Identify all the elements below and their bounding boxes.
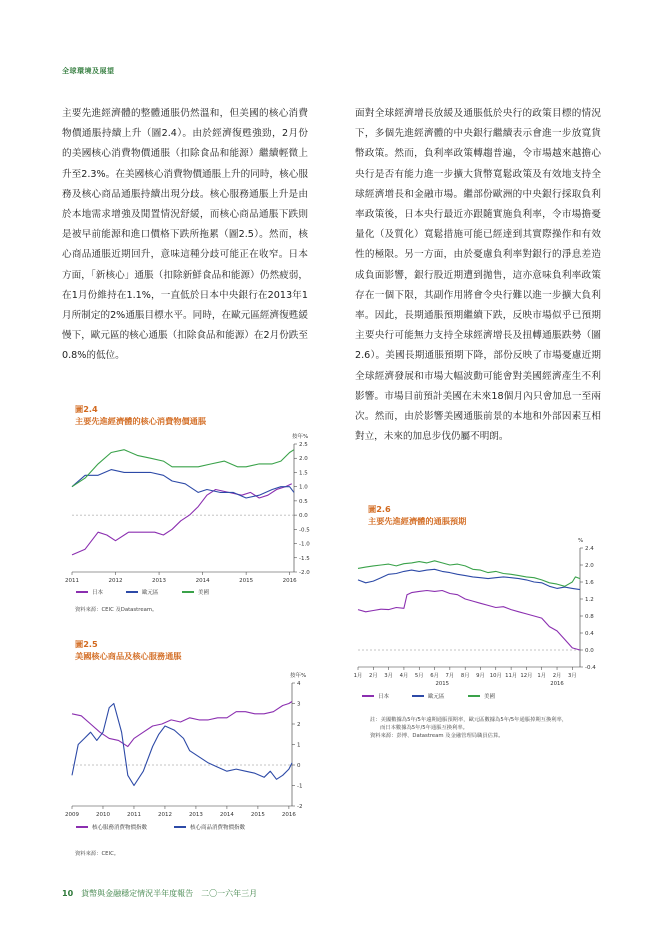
x-tick-label: 2012 (108, 578, 123, 584)
fig24-chart (62, 430, 332, 610)
fig25-number: 圖2.5 (75, 639, 98, 649)
x-tick-label: 2月 (552, 673, 562, 679)
x-tick-label: 7月 (445, 673, 455, 679)
legend-label: 日本 (378, 694, 390, 700)
legend-label: 核心商品消費物價指數 (190, 825, 246, 831)
left-paragraph: 主要先進經濟體的整體通脹仍然溫和，但美國的核心消費物價通脹持續上升（圖2.4）。由於經濟復甦強勁，2月份的美國核心消費物價通脹（扣除食品和能源）繼續輕微上升至2.3%。在美國核心消費物價通脹上升的同時，核心服務及核心商品通脹持續出現分歧。核心服務通脹上升是由於本地需求增強及閒置情況舒緩，而核心商品通脹下跌則是被早前能源和進口價格下跌所拖累（圖2.5）。然而，核心商品通脹近期回升，意味這種分歧可能正在收窄。日本方面，「新核心」通脹（扣除新鮮食品和能源）仍然疲弱，在1月份維持在1.1%，一直低於日本中央銀行在2013年1月所制定的2%通脹目標水平。同時，在歐元區經濟復甦緩慢下，歐元區的核心通脹（扣除食品和能源）在2月份跌至0.8%的低位。 (62, 108, 308, 362)
y-tick-label: 2.0 (299, 456, 308, 463)
fig26-number: 圖2.6 (368, 504, 391, 514)
series-line (358, 591, 580, 651)
fig26-note-1: 註：美國數據為5年/5年遠期通脹預期率，歐元區數據為5年/5年通脹掉期互換利率， (370, 717, 568, 723)
x-tick-label: 2月 (368, 673, 378, 679)
y-tick-label: 0 (297, 763, 301, 769)
y-tick-label: 2.0 (585, 563, 594, 569)
x-tick-label: 2015 (239, 578, 254, 584)
x-tick-label: 3月 (568, 673, 577, 679)
x-tick-label: 4月 (399, 673, 409, 679)
x-year-label: 2016 (550, 681, 564, 687)
x-tick-label: 5月 (414, 673, 424, 679)
y-tick-label: 1.5 (299, 470, 308, 477)
x-tick-label: 1月 (353, 673, 363, 679)
x-tick-label: 2014 (195, 578, 210, 584)
y-tick-label: 0.0 (585, 648, 594, 654)
x-tick-label: 10月 (489, 673, 502, 679)
section-header: 全球環境及展望 (62, 67, 115, 75)
y-unit-label: 按年% (290, 673, 307, 679)
series-line (72, 484, 292, 555)
y-unit-label: 按年% (292, 434, 309, 440)
y-tick-label: 2.5 (299, 442, 308, 448)
fig24-number: 圖2.4 (75, 404, 98, 414)
footer-text: 貨幣與金融穩定情況半年度報告 二〇一六年三月 (81, 889, 258, 898)
y-tick-label: -0.4 (585, 665, 596, 671)
series-line (72, 450, 294, 487)
legend-label: 美國 (484, 694, 496, 700)
x-tick-label: 9月 (476, 673, 485, 679)
right-column-text (355, 104, 601, 447)
fig26-title: 主要先進經濟體的通脹預期 (368, 516, 467, 526)
fig25-source: 資料來源：CEIC。 (75, 851, 120, 857)
x-tick-label: 2014 (219, 812, 234, 818)
y-tick-label: 4 (297, 681, 301, 687)
x-tick-label: 6月 (430, 673, 439, 679)
y-tick-label: 0.4 (585, 631, 594, 637)
x-year-label: 2015 (435, 681, 449, 687)
y-tick-label: -2 (297, 804, 303, 810)
legend-label: 核心服務消費物價指數 (92, 825, 148, 831)
fig25-chart (62, 665, 332, 840)
x-tick-label: 11月 (505, 673, 518, 679)
fig24-title: 主要先進經濟體的核心消費物價通脹 (75, 416, 207, 426)
y-tick-label: 2.4 (585, 546, 594, 552)
y-tick-label: -1.5 (299, 555, 310, 562)
y-tick-label: 1.2 (585, 597, 594, 603)
x-tick-label: 2015 (250, 812, 265, 818)
x-tick-label: 2013 (152, 578, 167, 584)
x-tick-label: 1月 (537, 673, 547, 679)
y-tick-label: 1.6 (585, 580, 594, 586)
y-tick-label: 1.0 (299, 484, 308, 491)
y-tick-label: 1 (297, 742, 301, 749)
page-number: 10 (62, 889, 74, 898)
series-line (72, 470, 294, 498)
y-tick-label: -1 (297, 783, 303, 790)
y-tick-label: -2.0 (299, 570, 310, 576)
legend-label: 美國 (198, 590, 210, 596)
y-tick-label: 0.0 (299, 513, 308, 520)
fig26-source: 資料來源：彭博、Datastream 及金融管理局職員估算。 (370, 733, 504, 739)
series-line (358, 569, 580, 589)
fig26-chart (350, 530, 610, 708)
y-tick-label: 0.8 (585, 614, 594, 620)
y-unit-label: % (578, 538, 584, 544)
fig24-source: 資料來源：CEIC 及Datastream。 (75, 607, 158, 613)
y-tick-label: -1.0 (299, 541, 310, 548)
x-tick-label: 2012 (157, 812, 172, 818)
fig26-note-2: 而日本數據為5年/5年通脹互換利率。 (380, 725, 468, 731)
legend-label: 歐元區 (428, 694, 445, 700)
x-tick-label: 2013 (188, 812, 203, 818)
y-tick-label: 0.5 (299, 498, 308, 505)
x-tick-label: 12月 (520, 673, 533, 679)
legend-label: 歐元區 (142, 590, 159, 596)
y-tick-label: 3 (297, 701, 301, 708)
footer (62, 888, 257, 899)
y-tick-label: -0.5 (299, 527, 310, 534)
series-line (72, 704, 292, 786)
legend-label: 日本 (92, 590, 104, 596)
x-tick-label: 2016 (282, 578, 297, 584)
right-paragraph: 面對全球經濟增長放緩及通脹低於央行的政策目標的情況下，多個先進經濟體的中央銀行繼續表示會進一步放寬貨幣政策。然而，負利率政策轉趨普遍，令市場越來越擔心央行是否有能力進一步擴大貨幣寬鬆政策及有效地支持全球經濟增長和金融市場。繼部份歐洲的中央銀行採取負利率政策後，日本央行最近亦跟隨實施負利率，令市場擔憂量化（及質化）寬鬆措施可能已經達到其實際操作和有效性的極限。另一方面，由於憂慮負利率對銀行的淨息差造成負面影響，銀行股近期遭到拋售，這亦意味負利率政策存在一個下限，其副作用將會令央行難以進一步擴大負利率。因此，長期通脹預期繼續下跌，反映市場似乎已預期主要央行可能無力支持全球經濟增長及扭轉通脹跌勢（圖2.6）。美國長期通脹預期下降，部份反映了市場憂慮近期全球經濟發展和市場大幅波動可能會對美國經濟產生不利影響。市場目前預計美國在未來18個月內只會加息一至兩次。然而，由於影響美國通脹前景的本地和外部因素互相對立，未來的加息步伐仍屬不明朗。 (355, 108, 601, 443)
fig25-title: 美國核心商品及核心服務通脹 (75, 651, 182, 661)
x-tick-label: 3月 (384, 673, 393, 679)
x-tick-label: 2016 (281, 812, 296, 818)
x-tick-label: 2009 (65, 812, 79, 818)
x-tick-label: 2011 (65, 578, 79, 584)
y-tick-label: 2 (297, 722, 301, 728)
x-tick-label: 2010 (95, 812, 110, 818)
left-column-text (62, 104, 308, 367)
x-tick-label: 8月 (460, 673, 470, 679)
x-tick-label: 2011 (126, 812, 141, 818)
